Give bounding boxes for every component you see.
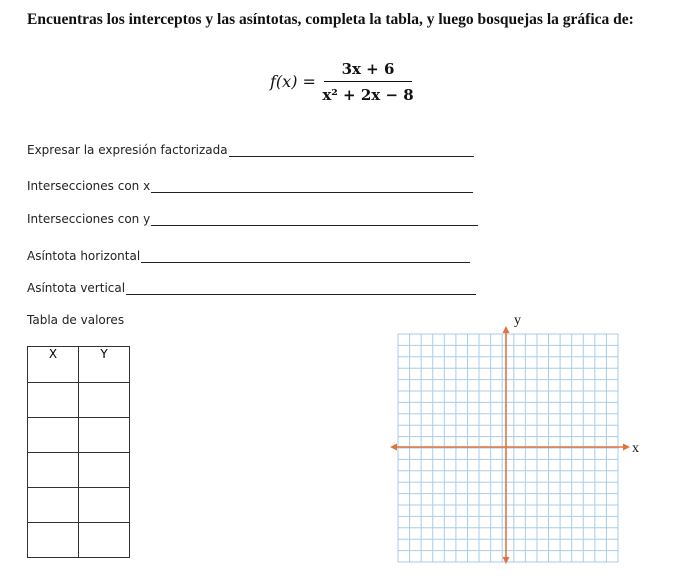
coordinate-grid[interactable] — [380, 308, 660, 573]
x-axis-label: x — [632, 441, 639, 456]
question-factored — [27, 139, 474, 157]
answer-vertical-asymptote-blank[interactable] — [126, 282, 476, 295]
function-lhs: f(x) = — [270, 72, 316, 91]
table-cell-y[interactable] — [79, 383, 130, 418]
question-factored-label: Expresar la expresión factorizada — [27, 143, 228, 157]
table-cell-x[interactable] — [28, 453, 79, 488]
table-cell-y[interactable] — [79, 418, 130, 453]
table-cell-x[interactable] — [28, 523, 79, 558]
table-cell-y[interactable] — [79, 523, 130, 558]
table-row — [28, 418, 130, 453]
question-x-intercepts — [27, 175, 473, 193]
table-row — [28, 383, 130, 418]
table-row — [28, 523, 130, 558]
table-header-row — [28, 347, 130, 383]
question-vertical-asymptote — [27, 277, 476, 295]
table-header-x: X — [28, 347, 79, 383]
answer-factored-blank[interactable] — [229, 144, 474, 157]
answer-y-intercepts-blank[interactable] — [151, 213, 478, 226]
question-y-intercepts-label: Intersecciones con y — [27, 212, 151, 226]
table-row — [28, 488, 130, 523]
table-cell-y[interactable] — [79, 453, 130, 488]
table-cell-y[interactable] — [79, 488, 130, 523]
y-axis-label: y — [514, 313, 521, 328]
instructions-title: Encuentras los interceptos y las asíntotas, completa la tabla, y luego bosquejas la gráfica de: — [27, 11, 634, 28]
question-y-intercepts — [27, 208, 478, 226]
question-vertical-asymptote-label: Asíntota vertical — [27, 281, 126, 295]
function-fraction — [322, 58, 414, 106]
answer-horizontal-asymptote-blank[interactable] — [141, 250, 470, 263]
table-header-y: Y — [79, 347, 130, 383]
grid-lines — [398, 334, 618, 562]
question-x-intercepts-label: Intersecciones con x — [27, 179, 151, 193]
values-table — [27, 346, 130, 558]
question-horizontal-asymptote — [27, 245, 470, 263]
fraction-bar — [324, 81, 412, 82]
table-cell-x[interactable] — [28, 488, 79, 523]
table-cell-x[interactable] — [28, 418, 79, 453]
table-cell-x[interactable] — [28, 383, 79, 418]
fraction-numerator: 3x + 6 — [341, 60, 395, 78]
x-axis — [390, 444, 630, 451]
fraction-denominator: x² + 2x − 8 — [322, 86, 414, 104]
table-label: Tabla de valores — [27, 313, 125, 327]
question-horizontal-asymptote-label: Asíntota horizontal — [27, 249, 141, 263]
answer-x-intercepts-blank[interactable] — [151, 180, 473, 193]
table-row — [28, 453, 130, 488]
